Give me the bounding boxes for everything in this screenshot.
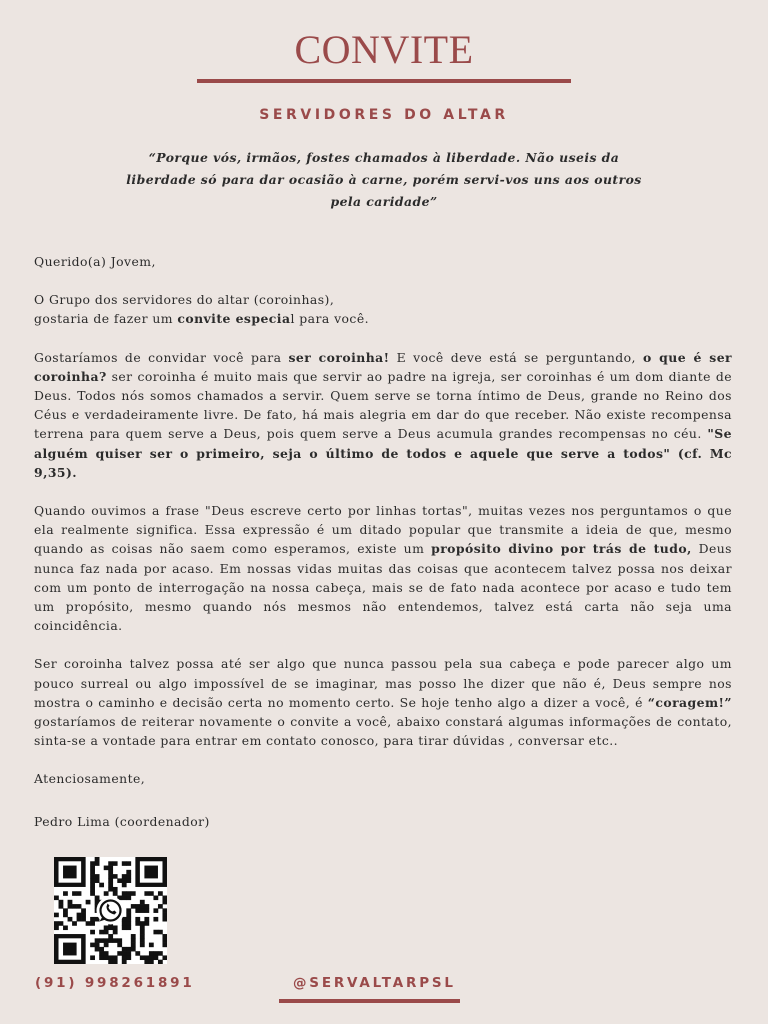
qr-module [126,870,131,875]
qr-module [122,874,127,879]
qr-module [140,904,145,909]
paragraph-invite [34,348,732,482]
qr-module [95,874,100,879]
qr-module [126,955,131,960]
qr-module [108,934,113,939]
qr-finder-inner [63,943,77,956]
text-segment: ser coroinha é muito mais que servir ao padre na igreja, ser coroinhas é um dom diante de Deus. Todos nós somos chamados a servir. Quem serve se torna íntimo de Deus, grande no Reino dos Céus e verdadeiramente livre. De fato, há mais alegria em dar do que receber. Não existe recompensa terrena para quem serve a Deus, pois quem serve a Deus acumula grandes recompensas no céu. [34,368,732,442]
qr-module [149,891,154,896]
qr-code[interactable] [54,857,167,964]
qr-module [122,947,127,952]
qr-module [95,896,100,901]
qr-module [81,913,86,918]
qr-module [144,904,149,909]
qr-module [86,900,91,905]
qr-module [131,943,136,948]
qr-module [99,951,104,956]
qr-module [126,891,131,896]
qr-module [95,943,100,948]
qr-module [108,883,113,888]
qr-module [77,891,82,896]
qr-module [158,904,163,909]
qr-module [90,883,95,888]
qr-module [117,951,122,956]
qr-module [90,891,95,896]
qr-module [104,891,109,896]
qr-module [59,921,64,926]
qr-module [108,861,113,866]
qr-module [104,955,109,960]
qr-module [90,887,95,892]
qr-module [131,934,136,939]
qr-module [158,951,163,956]
qr-module [72,921,77,926]
qr-module [95,938,100,943]
qr-module [117,943,122,948]
qr-module [90,878,95,883]
qr-module [68,917,73,922]
qr-module [81,908,86,913]
qr-module [113,938,118,943]
qr-module [153,951,158,956]
qr-module [153,896,158,901]
qr-module [162,934,167,939]
qr-module [104,951,109,956]
paragraph-purpose [34,501,732,635]
qr-module [90,930,95,935]
qr-module [122,896,127,901]
qr-module [149,960,154,964]
qr-module [54,921,59,926]
qr-module [153,917,158,922]
text-segment: Ser coroinha talvez possa até ser algo que nunca passou pela sua cabeça e pode parecer algo um pouco surreal ou algo impossível de se imaginar, mas posso lhe dizer que não é, Deus sempre nos mostra o caminho e decisão certa no momento certo. Se hoje tenho algo a dizer a você, é [34,656,732,710]
qr-module [95,947,100,952]
qr-module [131,938,136,943]
qr-module [59,900,64,905]
qr-module [144,955,149,960]
qr-module [113,960,118,964]
qr-module [144,921,149,926]
qr-module [135,921,140,926]
qr-module [144,917,149,922]
qr-module [144,960,149,964]
qr-module [99,930,104,935]
closing: Atenciosamente, [34,771,146,787]
qr-module [162,913,167,918]
qr-module [90,955,95,960]
qr-module [126,874,131,879]
qr-module [104,866,109,871]
qr-module [162,908,167,913]
instagram-handle[interactable]: @SERVALTARPSL [293,975,456,991]
qr-finder-inner [144,866,158,879]
phone-number[interactable]: (91) 998261891 [35,975,195,991]
qr-module [126,908,131,913]
qr-module [113,861,118,866]
qr-module [140,943,145,948]
qr-module [90,866,95,871]
qr-module [126,921,131,926]
qr-module [113,887,118,892]
qr-module [63,908,68,913]
qr-module [90,861,95,866]
bold-segment: o que é ser coroinha? [34,349,733,384]
qr-module [144,891,149,896]
qr-module [140,900,145,905]
qr-module [90,917,95,922]
qr-module [108,960,113,964]
qr-module [104,938,109,943]
qr-module [126,951,131,956]
qr-module [90,921,95,926]
qr-module [122,861,127,866]
qr-module [162,900,167,905]
qr-module [113,955,118,960]
text-segment: E você deve está se perguntando, [389,349,643,365]
qr-module [135,951,140,956]
qr-module [108,938,113,943]
qr-module [140,925,145,930]
bold-segment: “coragem!” [647,694,732,710]
qr-module [140,930,145,935]
qr-module [122,925,127,930]
qr-module [72,891,77,896]
qr-module [140,921,145,926]
qr-module [149,951,154,956]
paragraph-intro [34,290,732,328]
qr-module [149,943,154,948]
qr-module [108,878,113,883]
qr-module [149,955,154,960]
paragraph-courage [34,654,732,750]
qr-module [95,861,100,866]
qr-module [104,930,109,935]
qr-module [63,913,68,918]
qr-module [126,896,131,901]
qr-module [68,900,73,905]
qr-module [122,960,127,964]
qr-module [140,908,145,913]
qr-module [104,943,109,948]
bold-segment: ser coroinha! [288,349,390,365]
bold-segment: "Se alguém quiser ser o primeiro, seja o último de todos e aquele que serve a todos" (cf. Mc 9,35). [34,426,732,480]
qr-module [113,930,118,935]
qr-module [135,917,140,922]
qr-finder-inner [63,866,77,879]
qr-module [158,891,163,896]
signature: Pedro Lima (coordenador) [34,813,210,829]
qr-module [126,917,131,922]
qr-module [95,878,100,883]
bible-quote: “Porque vós, irmãos, fostes chamados à liberdade. Não useis da liberdade só para dar ocasião à carne, porém servi-vos uns aos outros pela caridade” [126,150,642,209]
qr-module [77,917,82,922]
qr-module [162,943,167,948]
qr-module [99,955,104,960]
qr-module [140,934,145,939]
qr-module [126,861,131,866]
qr-module [162,917,167,922]
qr-module [140,938,145,943]
qr-module [108,925,113,930]
qr-module [158,960,163,964]
letter-body [34,252,732,850]
qr-module [140,955,145,960]
qr-module [131,904,136,909]
qr-module [99,938,104,943]
text-segment: Deus nunca faz nada por acaso. Em nossas vidas muitas das coisas que acontecem talvez possa nos deixar com um ponto de interrogação na nossa cabeça, mais se de fato nada acontece por acaso e tudo tem um propósito, mesmo quando nós mesmos não entendemos, talvez está carta não seja uma coincidência. [34,541,732,634]
qr-module [95,857,100,862]
qr-module [54,913,59,918]
qr-module [122,921,127,926]
qr-module [63,925,68,930]
footer-divider [279,999,460,1003]
qr-module [72,904,77,909]
qr-module [63,891,68,896]
qr-module [153,908,158,913]
qr-module [54,925,59,930]
qr-module [153,930,158,935]
qr-module [144,908,149,913]
qr-module [104,925,109,930]
qr-module [99,883,104,888]
qr-module [90,874,95,879]
bold-segment: propósito divino por trás de tudo, [431,541,692,557]
qr-module [108,887,113,892]
qr-module [68,904,73,909]
qr-module [117,938,122,943]
qr-module [131,947,136,952]
qr-code-graphic [54,857,167,964]
text-segment: gostaríamos de reiterar novamente o convite a você, abaixo constará algumas informações de contato, sinta-se a vontade para entrar em contato conosco, para tirar dúvidas , conversar etc.. [34,714,732,749]
qr-module [162,938,167,943]
qr-module [162,896,167,901]
qr-module [117,878,122,883]
qr-module [54,896,59,901]
intro-end: l para você. [290,311,369,327]
qr-module [86,921,91,926]
intro-bold: convite especia [177,311,291,327]
text-segment: Quando ouvimos a frase "Deus escreve certo por linhas tortas", muitas vezes nos perguntamos o que ela realmente significa. Essa expressão é um ditado popular que transmite a ideia de que, mesmo quando as coisas não saem como esperamos, existe um [34,503,732,557]
qr-module [108,866,113,871]
qr-module [90,870,95,875]
qr-module [153,955,158,960]
qr-module [122,891,127,896]
qr-module [162,955,167,960]
subtitle: SERVIDORES DO ALTAR [259,107,509,123]
intro-line-2: gostaria de fazer um [34,311,178,327]
qr-module [122,883,127,888]
qr-module [59,904,64,909]
greeting: Querido(a) Jovem, [34,254,156,269]
qr-module [77,913,82,918]
text-segment: Gostaríamos de convidar você para [34,349,289,365]
qr-module [122,955,127,960]
qr-module [99,947,104,952]
qr-module [113,925,118,930]
intro-line-1: O Grupo dos servidores do altar (coroinhas), [34,292,335,308]
qr-module [126,947,131,952]
qr-module [122,951,127,956]
title-divider [197,79,571,83]
qr-module [108,874,113,879]
qr-module [81,917,86,922]
qr-module [108,870,113,875]
qr-module [113,891,118,896]
qr-module [131,891,136,896]
qr-module [108,955,113,960]
qr-module [122,878,127,883]
qr-module [113,874,118,879]
qr-module [90,943,95,948]
qr-module [135,908,140,913]
qr-module [77,904,82,909]
qr-module [126,878,131,883]
qr-module [135,904,140,909]
qr-module [158,930,163,935]
qr-module [126,925,131,930]
qr-module [126,913,131,918]
page-title: CONVITE [294,27,474,72]
